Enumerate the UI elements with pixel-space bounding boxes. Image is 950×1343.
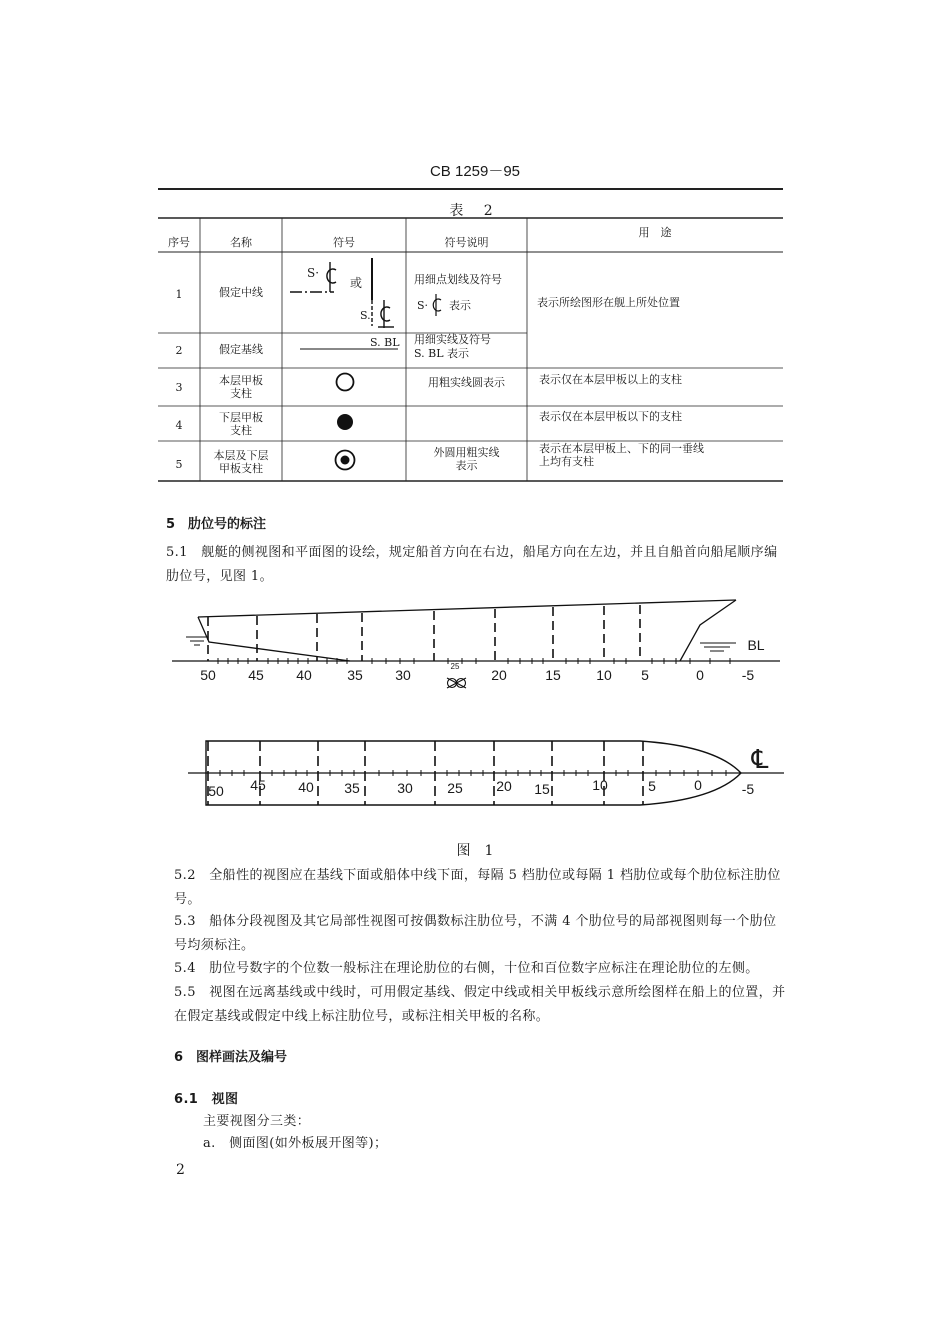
side-label-30: 30: [395, 667, 411, 683]
row5-desc-line1: 外圆用粗实线: [433, 446, 500, 459]
row3-name-line1: 本层甲板: [219, 374, 263, 387]
plan-label-20: 20: [496, 778, 512, 794]
row4-no: 4: [175, 419, 183, 432]
side-label-15: 15: [545, 667, 561, 683]
row1-desc-show: 表示: [449, 299, 471, 312]
side-label-5: 5: [641, 667, 649, 683]
row3-desc: 用粗实线圆表示: [428, 376, 505, 389]
col-header-symbol: 符号: [333, 236, 355, 249]
row3-name-line2: 支柱: [230, 387, 252, 400]
side-label-0: 0: [696, 667, 704, 683]
side-label-minus5: -5: [741, 667, 755, 683]
para-5-3-line2: 号均须标注。: [174, 938, 255, 953]
row5-no: 5: [175, 458, 183, 471]
section-5-title: 5 肋位号的标注: [166, 517, 267, 532]
plan-label-0: 0: [694, 777, 702, 793]
row3-use: 表示仅在本层甲板以上的支柱: [539, 373, 682, 386]
para-5-4: 5.4 肋位号数字的个位数一般标注在理论肋位的右侧，十位和百位数字应标注在理论肋位的左侧。: [174, 961, 759, 976]
col-header-symbol-desc: 符号说明: [444, 236, 489, 249]
page-number: 2: [176, 1162, 185, 1178]
side-label-20: 20: [491, 667, 507, 683]
plan-label-minus5: -5: [741, 781, 755, 797]
row5-desc-line2: 表示: [455, 459, 478, 472]
row5-use-line1: 表示在本层甲板上、下的同一垂线: [539, 442, 704, 455]
row1-use: 表示所绘图形在舰上所处位置: [537, 296, 680, 309]
para-5-1-line2: 肋位号，见图 1。: [166, 569, 274, 584]
para-5-5-line1: 5.5 视图在远离基线或中线时，可用假定基线、假定中线或相关甲板线示意所绘图样在船上的位置，并: [174, 985, 786, 1000]
centerline-label-icon: ℄: [751, 744, 769, 774]
plan-label-40: 40: [298, 779, 314, 795]
side-label-40: 40: [296, 667, 312, 683]
row5-use-line2: 上均有支柱: [539, 455, 594, 468]
para-5-2-line2: 号。: [174, 892, 201, 907]
col-header-use: 用 途: [638, 226, 672, 239]
row4-name-line1: 下层甲板: [219, 411, 263, 424]
row1-desc-line1: 用细点划线及符号: [414, 273, 502, 286]
side-label-10: 10: [596, 667, 612, 683]
row2-name: 假定基线: [219, 343, 263, 356]
row2-desc-line2: S. BL 表示: [414, 347, 470, 360]
plan-label-45: 45: [250, 777, 266, 793]
plan-label-5: 5: [648, 778, 656, 794]
side-label-35: 35: [347, 667, 363, 683]
row1-symbol-or: 或: [350, 276, 363, 290]
para-5-5-line2: 在假定基线或假定中线上标注肋位号，或标注相关甲板的名称。: [174, 1009, 550, 1024]
para-5-2-line1: 5.2 全船性的视图应在基线下面或船体中线下面，每隔 5 档肋位或每隔 1 档肋位或每个肋位标注肋位: [174, 868, 781, 883]
row1-name: 假定中线: [219, 286, 263, 299]
row4-use: 表示仅在本层甲板以下的支柱: [539, 410, 682, 423]
side-label-45: 45: [248, 667, 264, 683]
plan-label-10: 10: [592, 777, 608, 793]
row2-symbol-sbl: S. BL: [370, 336, 400, 349]
plan-label-15: 15: [534, 781, 550, 797]
row1-symbol-s-dot: S·: [307, 266, 320, 280]
row4-name-line2: 支柱: [230, 424, 252, 437]
col-header-no: 序号: [168, 236, 190, 249]
baseline-label: BL: [747, 637, 765, 653]
section-6-1-item-a: a. 侧面图(如外板展开图等)；: [203, 1136, 388, 1151]
plan-label-50: 50: [208, 783, 224, 799]
para-5-1-line1: 5.1 舰艇的侧视图和平面图的设绘，规定船首方向在右边，船尾方向在左边，并且自船首向船尾顺序编: [166, 545, 778, 560]
document-code: CB 1259－95: [429, 163, 521, 180]
figure-caption: 图 1: [456, 843, 494, 859]
row5-name-line1: 本层及下层: [213, 449, 269, 462]
section-6-title: 6 图样画法及编号: [174, 1050, 288, 1065]
plan-label-35: 35: [344, 780, 360, 796]
para-5-3-line1: 5.3 船体分段视图及其它局部性视图可按偶数标注肋位号，不满 4 个肋位号的局部视图则每一个肋位: [174, 914, 777, 929]
row3-no: 3: [175, 381, 183, 394]
section-6-1-intro: 主要视图分三类：: [203, 1114, 311, 1129]
side-label-25: 25: [450, 662, 460, 671]
plan-label-30: 30: [397, 780, 413, 796]
section-6-1-heading: 6.1 视图: [174, 1092, 239, 1107]
table-caption: 表 2: [449, 203, 501, 219]
row1-symbol-s-period: S.: [360, 309, 371, 322]
row1-no: 1: [175, 288, 183, 301]
row2-no: 2: [175, 344, 183, 357]
plan-label-25: 25: [447, 780, 463, 796]
row1-desc-s: S·: [417, 299, 429, 312]
row5-name-line2: 甲板支柱: [219, 462, 263, 475]
col-header-name: 名称: [230, 236, 252, 249]
row2-desc-line1: 用细实线及符号: [414, 333, 491, 346]
side-label-50: 50: [200, 667, 216, 683]
